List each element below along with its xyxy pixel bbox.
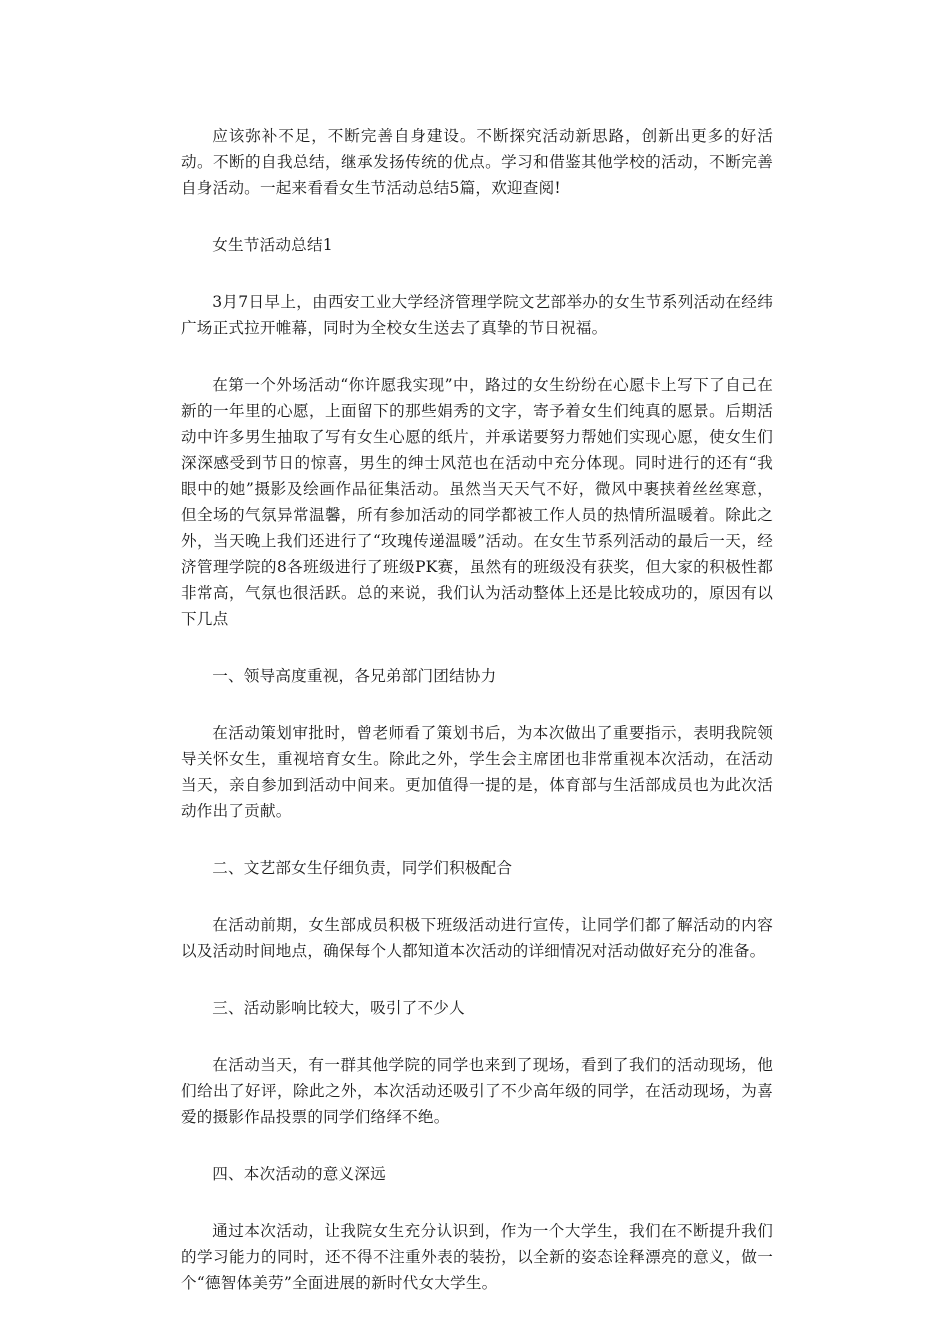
paragraph-3: 在活动策划审批时，曾老师看了策划书后，为本次做出了重要指示，表明我院领导关怀女生，重视培育女生。除此之外，学生会主席团也非常重视本次活动，在活动当天，亲自参加到活动中间来。更加值得一提的是，体育部与生活部成员也为此次活动作出了贡献。 [181,724,773,820]
paragraph-2: 在第一个外场活动“你许愿我实现”中，路过的女生纷纷在心愿卡上写下了自己在新的一年里的心愿，上面留下的那些娟秀的文字，寄予着女生们纯真的愿景。后期活动中许多男生抽取了写有女生心愿的纸片，并承诺要努力帮她们实现心愿，使女生们深深感受到节日的惊喜，男生的绅士风范也在活动中充分体现。同时进行的还有“我眼中的她”摄影及绘画作品征集活动。虽然当天天气不好，微风中裹挟着丝丝寒意，但全场的气氛异常温馨，所有参加活动的同学都被工作人员的热情所温暖着。除此之外，当天晚上我们还进行了“玫瑰传递温暖”活动。在女生节系列活动的最后一天，经济管理学院的8各班级进行了班级PK赛，虽然有的班级没有获奖，但大家的积极性都非常高，气氛也很活跃。总的来说，我们认为活动整体上还是比较成功的，原因有以下几点 [181,376,773,628]
heading-4: 四、本次活动的意义深远 [212,1165,386,1183]
paragraph-5: 在活动当天，有一群其他学院的同学也来到了现场，看到了我们的活动现场，他们给出了好评，除此之外，本次活动还吸引了不少高年级的同学，在活动现场，为喜爱的摄影作品投票的同学们络绎不绝。 [181,1056,773,1126]
heading-2: 二、文艺部女生仔细负责，同学们积极配合 [212,859,513,877]
paragraph-6: 通过本次活动，让我院女生充分认识到，作为一个大学生，我们在不断提升我们的学习能力的同时，还不得不注重外表的装扮，以全新的姿态诠释漂亮的意义，做一个“德智体美劳”全面进展的新时代女大学生。 [181,1222,773,1292]
document-body [181,123,773,1327]
paragraph-1: 3月7日早上，由西安工业大学经济管理学院文艺部举办的女生节系列活动在经纬广场正式拉开帷幕，同时为全校女生送去了真挚的节日祝福。 [181,293,773,337]
heading-1: 一、领导高度重视，各兄弟部门团结协力 [212,667,497,685]
paragraph-4: 在活动前期，女生部成员积极下班级活动进行宣传，让同学们都了解活动的内容以及活动时间地点，确保每个人都知道本次活动的详细情况对活动做好充分的准备。 [181,916,773,960]
intro-paragraph: 应该弥补不足，不断完善自身建设。不断探究活动新思路，创新出更多的好活动。不断的自我总结，继承发扬传统的优点。学习和借鉴其他学校的活动，不断完善自身活动。一起来看看女生节活动总结5篇，欢迎查阅! [181,127,773,197]
section-title: 女生节活动总结1 [212,236,333,254]
heading-3: 三、活动影响比较大，吸引了不少人 [212,999,465,1017]
